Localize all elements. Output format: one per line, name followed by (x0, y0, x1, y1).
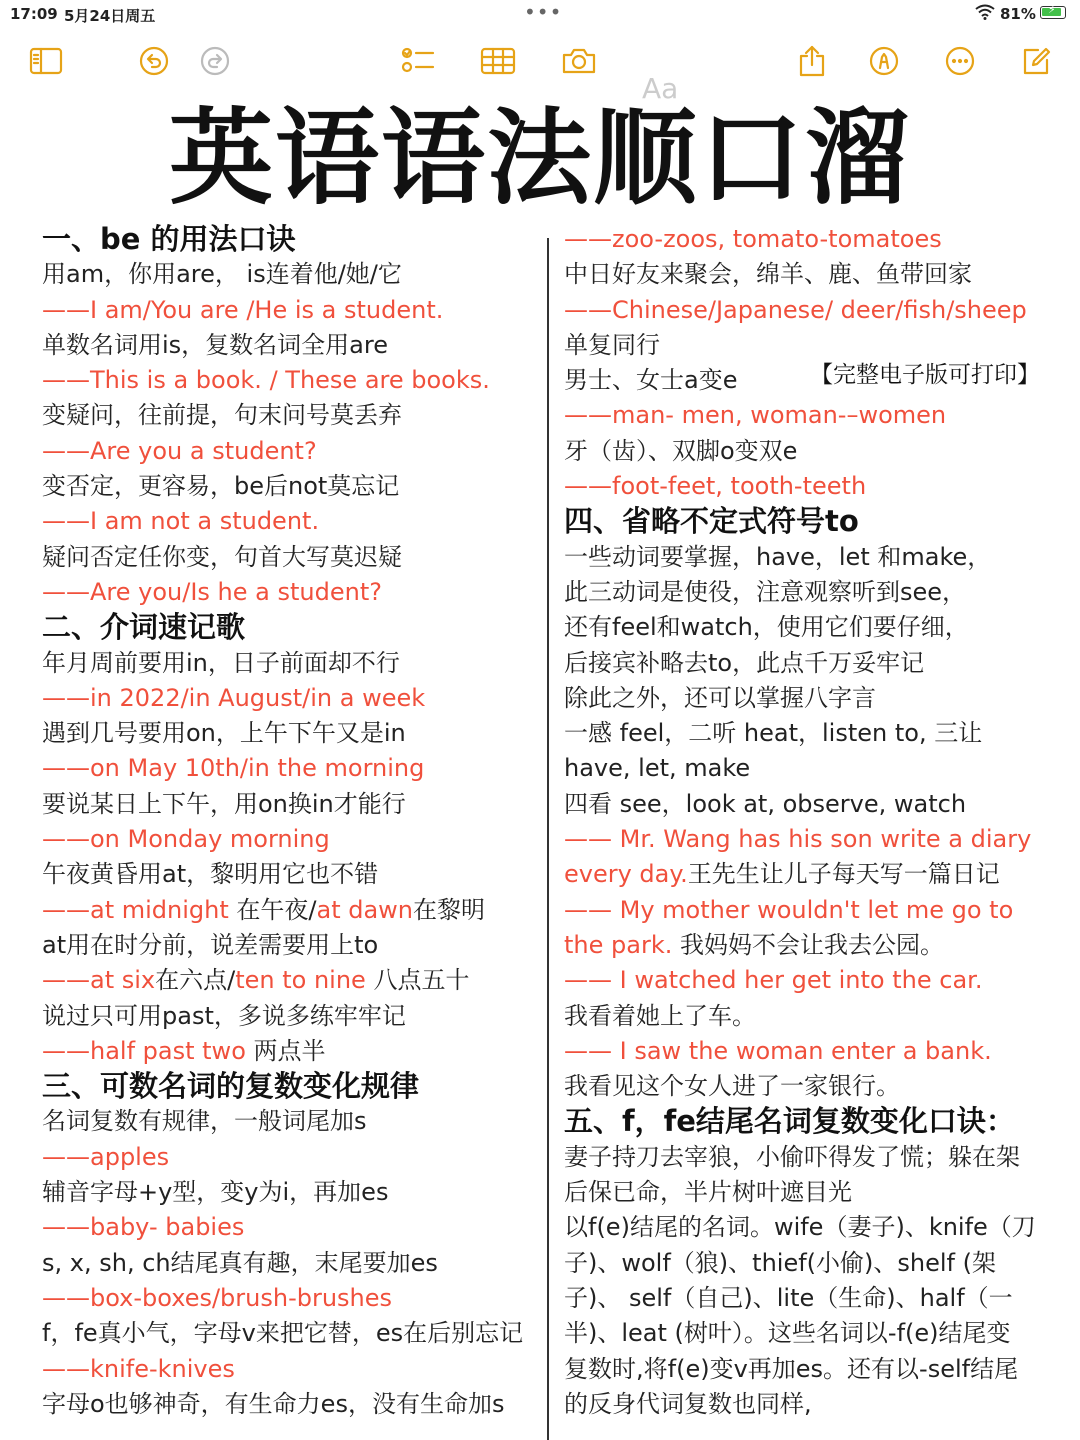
text-line: s, x, sh, ch结尾真有趣，末尾要加es (42, 1248, 438, 1277)
example-line: —— I saw the woman enter a bank. (564, 1036, 992, 1065)
section-heading: 四、省略不定式符号to (564, 504, 859, 539)
sidebar-toggle-button[interactable] (28, 44, 64, 78)
example-fragment: ——half past two (42, 1036, 246, 1065)
example-line: ——apples (42, 1142, 170, 1171)
text-line: 名词复数有规律，一般词尾加s (42, 1107, 367, 1136)
text-line: 我看着她上了车。 (564, 1001, 756, 1030)
text-line: 变否定，更容易，be后not莫忘记 (42, 472, 400, 501)
text-line (42, 963, 542, 998)
example-line: ——baby- babies (42, 1213, 245, 1242)
text-line: 辅音字母+y型，变y为i，再加es (42, 1178, 389, 1207)
compose-button[interactable] (1018, 44, 1054, 78)
example-line: ——man- men, woman-–women (564, 401, 947, 430)
text-line: 后接宾补略去to，此点千万妥牢记 (564, 648, 925, 677)
text-line: 单数名词用is，复数名词全用are (42, 330, 388, 359)
text-line: 单复同行 (564, 330, 660, 359)
markup-button[interactable] (866, 44, 902, 78)
section-heading: 二、介词速记歌 (42, 610, 246, 645)
text-fragment: 两点半 (245, 1036, 326, 1065)
left-column (42, 222, 542, 1422)
section-heading: 五、f，fe结尾名词复数变化口诀： (564, 1104, 1015, 1139)
text-line: 复数时,将f(e)变v再加es。还有以-self结尾 (564, 1354, 1019, 1383)
text-line: 变疑问，往前提，句末问号莫丢弃 (42, 401, 402, 430)
format-text-button[interactable]: Aa (642, 72, 679, 105)
text-line (564, 928, 1064, 963)
example-fragment: every day. (564, 860, 688, 889)
text-fragment: 在黎明 (413, 895, 486, 924)
undo-icon (138, 45, 170, 77)
text-line: 半)、leat (树叶）。这些名词以-f(e)结尾变 (564, 1319, 1011, 1348)
example-line: ——I am/You are /He is a student. (42, 295, 444, 324)
example-line: ——Are you/Is he a student? (42, 577, 382, 606)
share-icon (797, 44, 827, 78)
text-line: 以f(e)结尾的名词。wife（妻子)、knife（刀 (564, 1213, 1036, 1242)
example-fragment: the park. (564, 930, 673, 959)
text-line: 男士、女士a变e (564, 366, 738, 395)
page-title: 英语语法顺口溜 (168, 97, 911, 219)
example-fragment: at dawn (316, 895, 414, 924)
example-line: —— I watched her get into the car. (564, 966, 983, 995)
example-fragment: ——at six (42, 966, 156, 995)
example-line: ——foot-feet, tooth-teeth (564, 472, 867, 501)
example-line: ——knife-knives (42, 1354, 235, 1383)
compose-icon (1020, 45, 1052, 77)
printable-note: 【完整电子版可打印】 (810, 362, 1040, 388)
ellipsis-icon (944, 45, 976, 77)
table-button[interactable] (480, 44, 516, 78)
text-line: 后保已命，半片树叶遮目光 (564, 1178, 852, 1207)
column-divider (547, 238, 549, 1440)
sidebar-icon (29, 47, 63, 75)
redo-icon (199, 45, 231, 77)
text-line: 字母o也够神奇，有生命力es，没有生命加s (42, 1389, 505, 1418)
example-fragment: ——at midnight (42, 895, 229, 924)
text-line: 要说某日上下午，用on换in才能行 (42, 789, 406, 818)
example-line: ——on May 10th/in the morning (42, 754, 425, 783)
text-line: 四看 see，look at, observe, watch (564, 789, 967, 818)
camera-button[interactable] (561, 44, 597, 78)
text-line: 妻子持刀去宰狼，小偷吓得发了慌；躲在架 (564, 1142, 1020, 1171)
example-line: ——box-boxes/brush-brushes (42, 1283, 393, 1312)
camera-icon (561, 46, 597, 76)
text-line: 的反身代词复数也同样, (564, 1389, 812, 1418)
example-line: ——on Monday morning (42, 825, 330, 854)
wifi-icon (975, 4, 995, 20)
example-line: ——Are you a student? (42, 436, 317, 465)
text-fragment: 我妈妈不会让我去公园。 (672, 930, 944, 959)
table-icon (480, 46, 516, 76)
right-column (564, 222, 1064, 1422)
text-line: 我看见这个女人进了一家银行。 (564, 1072, 900, 1101)
text-line (42, 893, 542, 928)
text-line: 子)、 self（自己)、lite（生命)、half（一 (564, 1283, 1013, 1312)
example-fragment: ten to nine (235, 966, 366, 995)
text-line: 牙（齿）、双脚o变双e (564, 436, 798, 465)
text-line: 年月周前要用in，日子前面却不行 (42, 648, 400, 677)
status-time: 17:09 (10, 5, 58, 23)
checklist-icon (400, 45, 436, 77)
text-line: 说过只可用past，多说多练牢牢记 (42, 1001, 406, 1030)
status-date: 5月24日周五 (64, 7, 156, 25)
text-line: 子)、wolf（狼)、thief(小偷)、shelf (架 (564, 1248, 996, 1277)
text-line: have, let, make (564, 754, 751, 783)
text-fragment: 王先生让儿子每天写一篇日记 (687, 860, 1000, 889)
checklist-button[interactable] (400, 44, 436, 78)
text-line: 一些动词要掌握，have，let 和make， (564, 542, 992, 571)
example-line: ——I am not a student. (42, 507, 320, 536)
notes-toolbar (0, 30, 1080, 105)
text-line: 一感 feel，二听 heat，listen to, 三让 (564, 719, 983, 748)
text-line: 用am，你用are， is连着他/她/它 (42, 260, 402, 289)
text-line: 还有feel和watch，使用它们要仔细， (564, 613, 969, 642)
text-fragment: 在六点/ (155, 966, 236, 995)
text-line: 此三动词是使役，注意观察听到see， (564, 577, 967, 606)
text-line: at用在时分前，说差需要用上to (42, 930, 379, 959)
text-line: 疑问否定任你变，句首大写莫迟疑 (42, 542, 402, 571)
example-line: —— My mother wouldn't let me go to (564, 895, 1014, 924)
battery-percent: 81% (1000, 5, 1036, 23)
text-line: 除此之外，还可以掌握八字言 (564, 683, 876, 712)
pen-markup-icon (868, 45, 900, 77)
example-line: ——This is a book. / These are books. (42, 366, 490, 395)
redo-button[interactable] (197, 44, 233, 78)
text-line: 中日好友来聚会，绵羊、鹿、鱼带回家 (564, 260, 972, 289)
example-line: ——Chinese/Japanese/ deer/fish/sheep (564, 295, 1027, 324)
text-fragment: 在午夜/ (228, 895, 317, 924)
battery-icon: ⚡ (1040, 6, 1066, 19)
text-line: f，fe真小气，字母v来把它替，es在后别忘记 (42, 1319, 524, 1348)
multitask-dots[interactable]: ••• (524, 0, 563, 24)
text-line: 午夜黄昏用at，黎明用它也不错 (42, 860, 379, 889)
section-heading: 三、可数名词的复数变化规律 (42, 1069, 420, 1104)
example-line: —— Mr. Wang has his son write a diary (564, 825, 1032, 854)
text-fragment: 八点五十 (365, 966, 470, 995)
text-line (42, 1034, 542, 1069)
section-heading: 一、be 的用法口诀 (42, 222, 296, 256)
share-button[interactable] (794, 44, 830, 78)
example-line: ——in 2022/in August/in a week (42, 683, 426, 712)
more-options-button[interactable] (942, 44, 978, 78)
example-line: ——zoo-zoos, tomato-tomatoes (564, 225, 942, 253)
undo-button[interactable] (136, 44, 172, 78)
text-line (564, 857, 1064, 892)
text-line: 遇到几号要用on，上午下午又是in (42, 719, 406, 748)
status-bar (0, 0, 1080, 28)
